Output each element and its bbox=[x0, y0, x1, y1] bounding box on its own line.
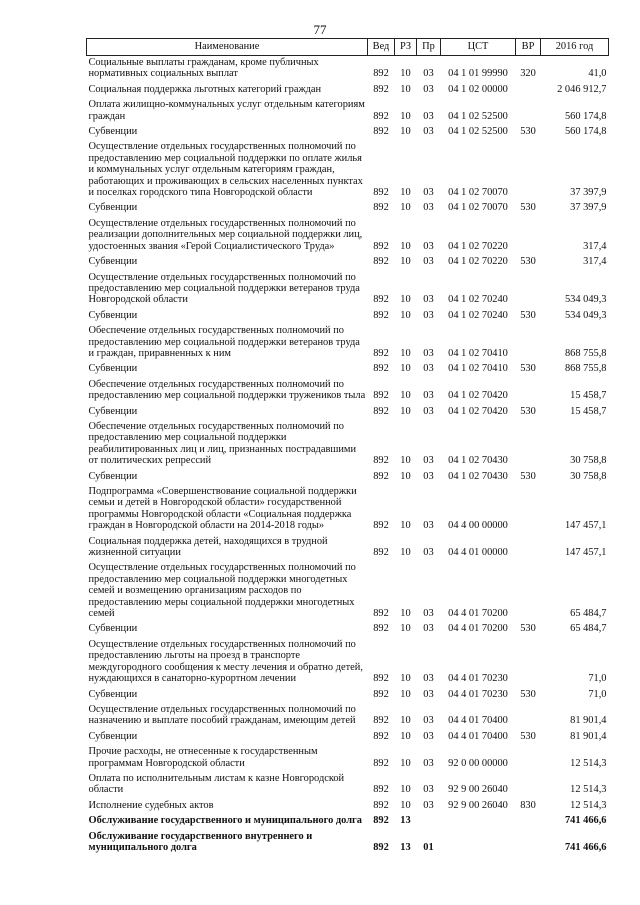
cell-name: Исполнение судебных актов bbox=[88, 799, 214, 811]
cell-name: Социальная поддержка льготных категорий граждан bbox=[88, 83, 322, 95]
cell-name: Субвенции bbox=[88, 623, 138, 635]
cell-amount: 65 484,7 bbox=[570, 623, 607, 635]
cell-rz: 10 bbox=[400, 784, 411, 796]
cell-cst: 04 4 01 70230 bbox=[448, 673, 508, 685]
cell-rz: 10 bbox=[400, 347, 411, 359]
cell-pr: 03 bbox=[423, 623, 434, 635]
table-row bbox=[87, 255, 609, 270]
cell-rz: 10 bbox=[400, 83, 411, 95]
cell-rz: 10 bbox=[400, 673, 411, 685]
cell-rz: 10 bbox=[400, 520, 411, 532]
cell-cst: 04 4 00 00000 bbox=[448, 520, 508, 532]
cell-pr: 03 bbox=[423, 202, 434, 214]
cell-vr: 530 bbox=[520, 202, 536, 214]
cell-pr: 03 bbox=[423, 309, 434, 321]
cell-ved: 892 bbox=[373, 202, 389, 214]
cell-pr: 03 bbox=[423, 520, 434, 532]
cell-amount: 560 174,8 bbox=[564, 126, 607, 138]
cell-pr: 03 bbox=[423, 455, 434, 467]
cell-pr: 03 bbox=[423, 347, 434, 359]
table-row bbox=[87, 56, 609, 83]
table-row bbox=[87, 378, 609, 405]
cell-rz: 10 bbox=[400, 405, 411, 417]
cell-vr bbox=[516, 83, 541, 98]
table-row bbox=[87, 622, 609, 637]
cell-pr: 03 bbox=[423, 68, 434, 80]
cell-cst bbox=[441, 830, 516, 857]
cell-rz: 10 bbox=[400, 455, 411, 467]
cell-amount: 317,4 bbox=[583, 256, 607, 268]
cell-pr: 03 bbox=[423, 470, 434, 482]
cell-name: Социальные выплаты гражданам, кроме публичных нормативных социальных выплат bbox=[88, 57, 319, 80]
cell-vr: 530 bbox=[520, 405, 536, 417]
cell-amount: 15 458,7 bbox=[570, 405, 607, 417]
cell-rz: 10 bbox=[400, 390, 411, 402]
cell-pr: 03 bbox=[423, 757, 434, 769]
cell-vr bbox=[516, 814, 541, 829]
cell-ved: 892 bbox=[373, 688, 389, 700]
cell-rz: 10 bbox=[400, 294, 411, 306]
table-row bbox=[87, 271, 609, 309]
cell-vr bbox=[516, 98, 541, 125]
cell-rz: 13 bbox=[400, 841, 411, 853]
cell-cst: 04 1 02 70070 bbox=[448, 187, 508, 199]
cell-cst: 04 1 01 99990 bbox=[448, 68, 508, 80]
page-number: 77 bbox=[313, 22, 327, 37]
cell-cst: 04 1 02 70240 bbox=[448, 294, 508, 306]
cell-amount: 41,0 bbox=[588, 68, 607, 80]
cell-name: Обеспечение отдельных государственных полномочий по предоставлению мер социальной поддержки тружеников тыла bbox=[88, 378, 366, 402]
cell-pr: 03 bbox=[423, 110, 434, 122]
cell-rz: 10 bbox=[400, 470, 411, 482]
cell-pr: 03 bbox=[423, 187, 434, 199]
cell-name: Субвенции bbox=[88, 126, 138, 138]
cell-amount: 12 514,3 bbox=[570, 757, 607, 769]
cell-vr: 320 bbox=[520, 68, 536, 80]
cell-pr: 03 bbox=[423, 256, 434, 268]
cell-amount: 534 049,3 bbox=[564, 294, 607, 306]
cell-rz: 10 bbox=[400, 799, 411, 811]
cell-name: Социальная поддержка детей, находящихся в трудной жизненной ситуации bbox=[88, 535, 328, 559]
cell-vr bbox=[516, 638, 541, 688]
table-header-row bbox=[87, 39, 609, 56]
cell-ved: 892 bbox=[373, 715, 389, 727]
table-row bbox=[87, 420, 609, 470]
cell-pr: 03 bbox=[423, 673, 434, 685]
cell-name: Обслуживание государственного внутреннего и муниципального долга bbox=[88, 830, 313, 853]
cell-cst: 92 9 00 26040 bbox=[448, 799, 508, 811]
cell-cst: 04 1 02 70420 bbox=[448, 390, 508, 402]
cell-ved: 892 bbox=[373, 784, 389, 796]
cell-name: Подпрограмма «Совершенствование социальной поддержки семьи и детей в Новгородской области» государственной программы Новгородской области «Социальная поддержка граждан в Новгородской области на 2014-2018 годы» bbox=[88, 486, 357, 532]
cell-cst: 92 9 00 26040 bbox=[448, 784, 508, 796]
cell-ved: 892 bbox=[373, 673, 389, 685]
table-row bbox=[87, 830, 609, 857]
cell-amount: 37 397,9 bbox=[570, 187, 607, 199]
cell-amount: 147 457,1 bbox=[564, 520, 607, 532]
cell-name: Обеспечение отдельных государственных полномочий по предоставлению мер социальной поддержки ветеранов труда и граждан, приравненных к ним bbox=[88, 325, 360, 359]
cell-name: Субвенции bbox=[88, 688, 138, 700]
cell-amount: 868 755,8 bbox=[564, 363, 607, 375]
cell-pr: 03 bbox=[423, 730, 434, 742]
table-row bbox=[87, 405, 609, 420]
cell-cst: 04 1 02 70410 bbox=[448, 347, 508, 359]
table-row bbox=[87, 703, 609, 730]
table-row bbox=[87, 561, 609, 622]
cell-pr: 03 bbox=[423, 390, 434, 402]
cell-rz: 10 bbox=[400, 363, 411, 375]
cell-amount: 147 457,1 bbox=[564, 547, 607, 559]
cell-amount: 30 758,8 bbox=[570, 470, 607, 482]
cell-ved: 892 bbox=[373, 240, 389, 252]
cell-amount: 37 397,9 bbox=[570, 202, 607, 214]
cell-cst: 04 1 02 70240 bbox=[448, 309, 508, 321]
cell-amount: 12 514,3 bbox=[570, 799, 607, 811]
cell-ved: 892 bbox=[373, 187, 389, 199]
cell-ved: 892 bbox=[373, 547, 389, 559]
cell-pr: 03 bbox=[423, 83, 434, 95]
cell-ved: 892 bbox=[373, 363, 389, 375]
cell-vr: 530 bbox=[520, 256, 536, 268]
cell-pr: 03 bbox=[423, 799, 434, 811]
cell-vr bbox=[516, 830, 541, 857]
cell-vr bbox=[516, 745, 541, 772]
table-body bbox=[87, 56, 609, 857]
cell-name: Прочие расходы, не отнесенные к государственным программам Новгородской области bbox=[88, 746, 318, 769]
table-row bbox=[87, 535, 609, 562]
cell-amount: 2 046 912,7 bbox=[557, 83, 607, 95]
table-row bbox=[87, 688, 609, 703]
cell-pr: 03 bbox=[423, 363, 434, 375]
cell-name: Обеспечение отдельных государственных полномочий по предоставлению мер социальной поддержки реабилитированных лиц и лиц, признанных пострадавшими от политических репрессий bbox=[88, 420, 357, 467]
cell-amount: 15 458,7 bbox=[570, 390, 607, 402]
table-row bbox=[87, 98, 609, 125]
cell-cst: 04 1 02 70070 bbox=[448, 202, 508, 214]
cell-vr bbox=[516, 271, 541, 309]
cell-amount: 12 514,3 bbox=[570, 784, 607, 796]
cell-pr: 03 bbox=[423, 405, 434, 417]
cell-vr: 530 bbox=[520, 309, 536, 321]
cell-pr: 03 bbox=[423, 715, 434, 727]
cell-vr bbox=[516, 703, 541, 730]
table-row bbox=[87, 324, 609, 362]
budget-table bbox=[86, 38, 609, 856]
column-header-cst: ЦСТ bbox=[441, 39, 516, 56]
cell-name: Субвенции bbox=[88, 363, 138, 375]
cell-pr: 03 bbox=[423, 784, 434, 796]
cell-cst: 04 4 01 00000 bbox=[448, 547, 508, 559]
cell-amount: 30 758,8 bbox=[570, 455, 607, 467]
cell-cst: 04 1 02 70220 bbox=[448, 240, 508, 252]
cell-rz: 10 bbox=[400, 715, 411, 727]
cell-name: Осуществление отдельных государственных полномочий по предоставлению мер социальной поддержки по оплате жилья и коммунальных услуг отдельным категориям граждан, работающих и проживающих в сельских населенных пунктах и поселках городского типа Новгородской области bbox=[88, 141, 363, 199]
cell-rz: 10 bbox=[400, 240, 411, 252]
cell-ved: 892 bbox=[373, 347, 389, 359]
cell-cst: 04 1 02 70420 bbox=[448, 405, 508, 417]
cell-pr: 03 bbox=[423, 126, 434, 138]
cell-cst: 04 1 02 52500 bbox=[448, 126, 508, 138]
cell-rz: 10 bbox=[400, 547, 411, 559]
table-row bbox=[87, 730, 609, 745]
cell-ved: 892 bbox=[373, 405, 389, 417]
cell-vr bbox=[516, 324, 541, 362]
cell-amount: 81 901,4 bbox=[570, 715, 607, 727]
cell-ved: 892 bbox=[373, 309, 389, 321]
cell-cst: 04 4 01 70200 bbox=[448, 623, 508, 635]
table-row bbox=[87, 470, 609, 485]
table-row bbox=[87, 638, 609, 688]
cell-name: Субвенции bbox=[88, 730, 138, 742]
cell-name: Оплата жилищно-коммунальных услуг отдельным категориям граждан bbox=[88, 99, 365, 122]
table-row bbox=[87, 309, 609, 324]
cell-cst: 04 4 01 70400 bbox=[448, 715, 508, 727]
column-header-year: 2016 год bbox=[541, 39, 609, 56]
cell-ved: 892 bbox=[373, 470, 389, 482]
cell-name: Субвенции bbox=[88, 405, 138, 417]
cell-vr: 530 bbox=[520, 470, 536, 482]
cell-cst: 04 1 02 52500 bbox=[448, 110, 508, 122]
table-row bbox=[87, 799, 609, 814]
cell-amount: 560 174,8 bbox=[564, 110, 607, 122]
cell-name: Субвенции bbox=[88, 309, 138, 321]
cell-amount: 741 466,6 bbox=[564, 815, 607, 827]
cell-rz: 10 bbox=[400, 68, 411, 80]
cell-ved: 892 bbox=[373, 390, 389, 402]
cell-vr bbox=[516, 561, 541, 622]
table-row bbox=[87, 362, 609, 377]
cell-pr: 03 bbox=[423, 688, 434, 700]
cell-rz: 10 bbox=[400, 688, 411, 700]
cell-rz: 10 bbox=[400, 623, 411, 635]
cell-rz: 10 bbox=[400, 730, 411, 742]
cell-pr: 03 bbox=[423, 294, 434, 306]
cell-vr bbox=[516, 485, 541, 535]
cell-rz: 10 bbox=[400, 110, 411, 122]
cell-ved: 892 bbox=[373, 815, 389, 827]
table-row bbox=[87, 485, 609, 535]
cell-name: Осуществление отдельных государственных полномочий по предоставлению мер социальной поддержки многодетных семей и возмещению организациям расходов по предоставлению меры социальной поддержки многодетных семей bbox=[88, 562, 356, 620]
cell-ved: 892 bbox=[373, 83, 389, 95]
cell-vr bbox=[516, 217, 541, 255]
cell-vr: 530 bbox=[520, 623, 536, 635]
cell-cst: 04 4 01 70400 bbox=[448, 730, 508, 742]
cell-ved: 892 bbox=[373, 455, 389, 467]
cell-cst: 04 1 02 70430 bbox=[448, 470, 508, 482]
cell-name: Осуществление отдельных государственных полномочий по назначению и выплате пособий гражданам, имеющим детей bbox=[88, 703, 356, 727]
cell-vr bbox=[516, 772, 541, 799]
cell-vr: 530 bbox=[520, 363, 536, 375]
cell-vr: 530 bbox=[520, 126, 536, 138]
column-header-name: Наименование bbox=[87, 39, 368, 56]
cell-ved: 892 bbox=[373, 841, 389, 853]
column-header-pr: Пр bbox=[417, 39, 441, 56]
cell-pr: 03 bbox=[423, 608, 434, 620]
cell-rz: 10 bbox=[400, 256, 411, 268]
cell-rz: 10 bbox=[400, 757, 411, 769]
cell-name: Осуществление отдельных государственных полномочий по предоставлению льготы на проезд в транспорте междугородного сообщения к месту лечения и обратно детей, нуждающихся в санаторно-курортном лечении bbox=[88, 638, 363, 685]
cell-ved: 892 bbox=[373, 110, 389, 122]
column-header-ved: Вед bbox=[368, 39, 395, 56]
cell-name: Субвенции bbox=[88, 256, 138, 268]
cell-amount: 71,0 bbox=[588, 673, 607, 685]
cell-vr bbox=[516, 535, 541, 562]
cell-vr: 530 bbox=[520, 730, 536, 742]
cell-amount: 534 049,3 bbox=[564, 309, 607, 321]
cell-ved: 892 bbox=[373, 294, 389, 306]
cell-ved: 892 bbox=[373, 608, 389, 620]
cell-cst: 04 4 01 70230 bbox=[448, 688, 508, 700]
cell-amount: 71,0 bbox=[588, 688, 607, 700]
cell-name: Обслуживание государственного и муниципального долга bbox=[88, 815, 362, 827]
cell-vr bbox=[516, 378, 541, 405]
cell-ved: 892 bbox=[373, 520, 389, 532]
table-row bbox=[87, 83, 609, 98]
cell-rz: 10 bbox=[400, 202, 411, 214]
cell-ved: 892 bbox=[373, 623, 389, 635]
column-header-vr: ВР bbox=[516, 39, 541, 56]
cell-cst: 04 4 01 70200 bbox=[448, 608, 508, 620]
table-row bbox=[87, 201, 609, 216]
table-row bbox=[87, 772, 609, 799]
cell-vr: 530 bbox=[520, 688, 536, 700]
cell-cst: 04 1 02 70430 bbox=[448, 455, 508, 467]
cell-pr bbox=[417, 814, 441, 829]
cell-rz: 13 bbox=[400, 815, 411, 827]
cell-pr: 03 bbox=[423, 240, 434, 252]
cell-amount: 868 755,8 bbox=[564, 347, 607, 359]
cell-ved: 892 bbox=[373, 256, 389, 268]
cell-name: Осуществление отдельных государственных полномочий по реализации дополнительных мер социальной поддержки лиц, удостоенных звания «Герой Социалистического Труда» bbox=[88, 217, 363, 252]
cell-cst bbox=[441, 814, 516, 829]
cell-rz: 10 bbox=[400, 187, 411, 199]
cell-rz: 10 bbox=[400, 126, 411, 138]
cell-cst: 04 1 02 70410 bbox=[448, 363, 508, 375]
cell-amount: 317,4 bbox=[583, 240, 607, 252]
cell-rz: 10 bbox=[400, 309, 411, 321]
table-row bbox=[87, 125, 609, 140]
cell-ved: 892 bbox=[373, 68, 389, 80]
table-row bbox=[87, 217, 609, 255]
cell-ved: 892 bbox=[373, 126, 389, 138]
column-header-rz: РЗ bbox=[395, 39, 417, 56]
cell-cst: 04 1 02 70220 bbox=[448, 256, 508, 268]
cell-vr bbox=[516, 420, 541, 470]
cell-vr bbox=[516, 140, 541, 201]
cell-name: Осуществление отдельных государственных полномочий по предоставлению мер социальной поддержки ветеранов труда Новгородской области bbox=[88, 271, 360, 306]
cell-amount: 741 466,6 bbox=[564, 841, 607, 853]
cell-pr: 03 bbox=[423, 547, 434, 559]
cell-name: Оплата по исполнительным листам к казне Новгородской области bbox=[88, 772, 345, 796]
cell-amount: 65 484,7 bbox=[570, 608, 607, 620]
cell-ved: 892 bbox=[373, 730, 389, 742]
cell-ved: 892 bbox=[373, 799, 389, 811]
cell-amount: 81 901,4 bbox=[570, 730, 607, 742]
table-row bbox=[87, 140, 609, 201]
cell-name: Субвенции bbox=[88, 470, 138, 482]
cell-cst: 92 0 00 00000 bbox=[448, 757, 508, 769]
cell-ved: 892 bbox=[373, 757, 389, 769]
table-row bbox=[87, 814, 609, 829]
cell-pr: 01 bbox=[423, 841, 434, 853]
cell-rz: 10 bbox=[400, 608, 411, 620]
cell-name: Субвенции bbox=[88, 202, 138, 214]
table-row bbox=[87, 745, 609, 772]
cell-vr: 830 bbox=[520, 799, 536, 811]
cell-cst: 04 1 02 00000 bbox=[448, 83, 508, 95]
